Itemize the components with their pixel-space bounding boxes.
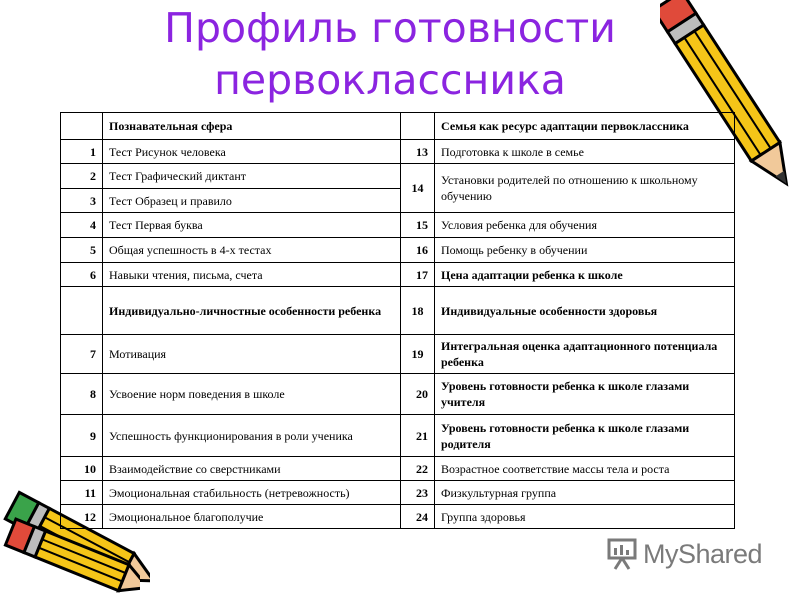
row-number: 8 [61, 374, 103, 415]
row-number: 2 [61, 164, 103, 189]
row-number: 13 [401, 140, 435, 164]
row-text: Мотивация [103, 335, 401, 374]
row-number: 24 [401, 505, 435, 529]
row-text: Интегральная оценка адаптационного потенциала ребенка [435, 335, 735, 374]
row-text: Физкультурная группа [435, 481, 735, 505]
row-number: 19 [401, 335, 435, 374]
column-header-family: Семья как ресурс адаптации первоклассника [435, 113, 735, 140]
row-text: Возрастное соответствие массы тела и роста [435, 457, 735, 481]
row-number: 14 [401, 164, 435, 213]
table-row [61, 140, 735, 164]
readiness-profile-table [60, 112, 735, 529]
table-row [61, 287, 735, 335]
table-row [61, 238, 735, 263]
table-header-row [61, 113, 735, 140]
row-number: 15 [401, 213, 435, 238]
watermark-text: MyShared [643, 538, 763, 569]
row-text: Группа здоровья [435, 505, 735, 529]
row-text: Общая успешность в 4-х тестах [103, 238, 401, 263]
table-row [61, 335, 735, 374]
row-number: 23 [401, 481, 435, 505]
table-row [61, 164, 735, 189]
row-number: 10 [61, 457, 103, 481]
table-row [61, 415, 735, 457]
row-text: Тест Первая буква [103, 213, 401, 238]
table-cell [401, 113, 435, 140]
table-row [61, 213, 735, 238]
row-text: Уровень готовности ребенка к школе глазами родителя [435, 415, 735, 457]
row-number: 17 [401, 263, 435, 287]
row-text: Тест Графический диктант [103, 164, 401, 189]
row-number: 6 [61, 263, 103, 287]
row-number: 16 [401, 238, 435, 263]
row-number: 7 [61, 335, 103, 374]
table-row [61, 505, 735, 529]
row-text: Усвоение норм поведения в школе [103, 374, 401, 415]
row-number: 3 [61, 189, 103, 213]
row-text: Взаимодействие со сверстниками [103, 457, 401, 481]
row-number: 20 [401, 374, 435, 415]
table-cell [61, 287, 103, 335]
column-header-cognitive: Познавательная сфера [103, 113, 401, 140]
table-row [61, 374, 735, 415]
row-text: Условия ребенка для обучения [435, 213, 735, 238]
row-text: Цена адаптации ребенка к школе [435, 263, 735, 287]
row-text: Индивидуальные особенности здоровья [435, 287, 735, 335]
row-text: Навыки чтения, письма, счета [103, 263, 401, 287]
row-text: Эмоциональная стабильность (нетревожность) [103, 481, 401, 505]
page-title: Профиль готовности первоклассника [164, 4, 616, 104]
presentation-board-icon [605, 537, 639, 571]
row-number: 9 [61, 415, 103, 457]
row-number: 12 [61, 505, 103, 529]
row-number: 21 [401, 415, 435, 457]
row-number: 1 [61, 140, 103, 164]
row-text: Подготовка к школе в семье [435, 140, 735, 164]
row-text: Помощь ребенку в обучении [435, 238, 735, 263]
row-text: Установки родителей по отношению к школьному обучению [435, 164, 735, 213]
row-text: Тест Рисунок человека [103, 140, 401, 164]
row-number: 5 [61, 238, 103, 263]
table-row [61, 481, 735, 505]
row-text: Тест Образец и правило [103, 189, 401, 213]
row-text: Успешность функционирования в роли ученика [103, 415, 401, 457]
watermark [605, 536, 775, 572]
section-header-personal: Индивидуально-личностные особенности ребенка [103, 287, 401, 335]
table-cell [61, 113, 103, 140]
row-number: 18 [401, 287, 435, 335]
table-row [61, 457, 735, 481]
row-text: Эмоциональное благополучие [103, 505, 401, 529]
row-text: Уровень готовности ребенка к школе глазами учителя [435, 374, 735, 415]
row-number: 4 [61, 213, 103, 238]
table-row [61, 263, 735, 287]
row-number: 11 [61, 481, 103, 505]
row-number: 22 [401, 457, 435, 481]
